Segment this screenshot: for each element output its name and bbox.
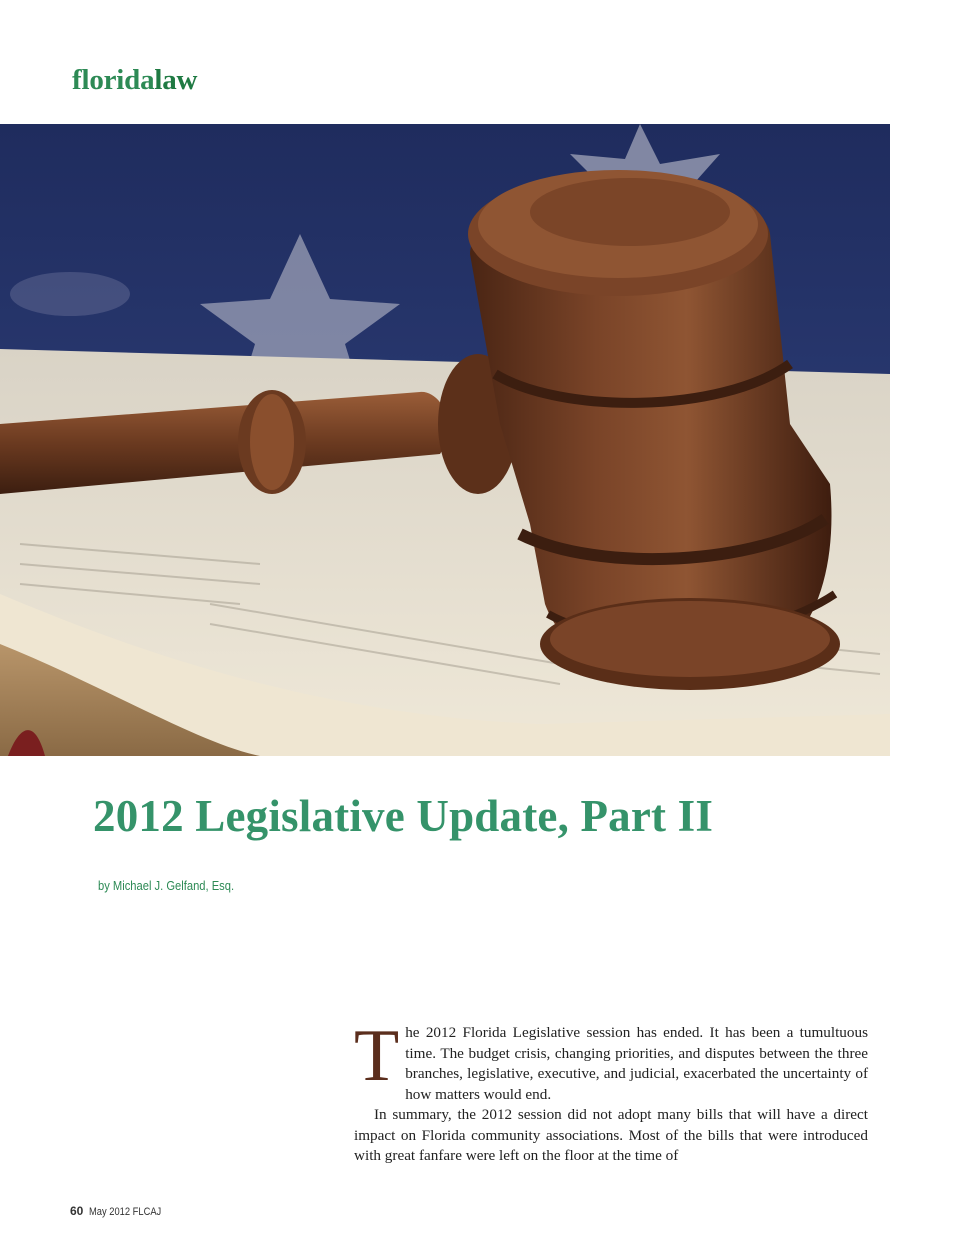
page-number: 60 (70, 1204, 84, 1218)
article-byline: by Michael J. Gelfand, Esq. (98, 878, 235, 893)
paragraph-1-text: he 2012 Florida Legislative session has ended. It has been a tumultuous time. The budget crisis, changing priorities, and disputes between the three branches, legislative, executive, and judicial, exacerbated the uncertainty of how matters would end. (405, 1024, 868, 1103)
body-paragraph-2: In summary, the 2012 session did not adopt many bills that will have a direct impact on Florida community associations. Most of the bills that were introduced with great fanfare were left on the floor at the time of (354, 1106, 868, 1164)
section-label (72, 64, 197, 97)
section-label-law: law (154, 64, 198, 96)
article-title: 2012 Legislative Update, Part II (93, 791, 714, 841)
section-label-florida: florida (72, 64, 155, 96)
page-footer (70, 1204, 174, 1218)
drop-cap: T (354, 1015, 400, 1097)
issue-label: May 2012 FLCAJ (89, 1206, 162, 1218)
article-body (354, 1015, 868, 1167)
body-paragraph-1 (354, 1015, 868, 1105)
gavel-on-book-photo (0, 124, 890, 756)
